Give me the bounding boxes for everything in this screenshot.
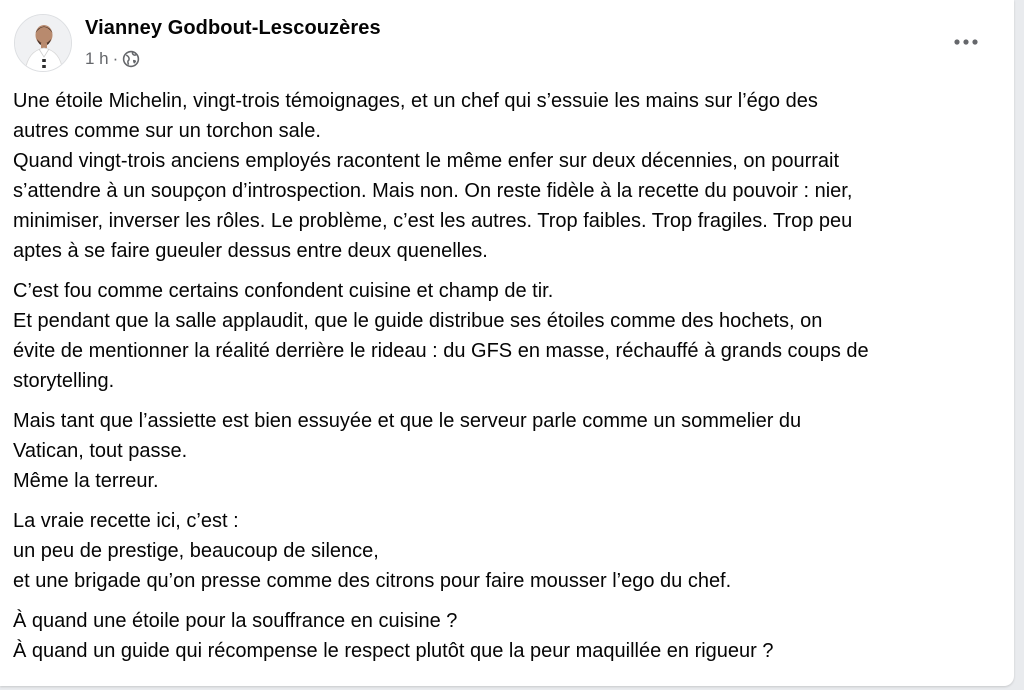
post-timestamp[interactable]: 1 h xyxy=(85,49,109,68)
post-text-line: aptes à se faire gueuler dessus entre deux quenelles. xyxy=(13,240,488,262)
post-text-line: autres comme sur un torchon sale. xyxy=(13,120,321,142)
post-meta xyxy=(85,49,140,69)
post-text-line: Et pendant que la salle applaudit, que le guide distribue ses étoiles comme des hochets, on xyxy=(13,310,823,332)
meta-separator: · xyxy=(112,49,119,68)
post-text-line: Quand vingt-trois anciens employés racontent le même enfer sur deux décennies, on pourrait xyxy=(13,150,840,172)
more-options-button[interactable] xyxy=(948,28,984,56)
post-text-line: C’est fou comme certains confondent cuisine et champ de tir. xyxy=(13,280,554,302)
more-horizontal-icon xyxy=(953,38,979,46)
post-text-line: un peu de prestige, beaucoup de silence, xyxy=(13,540,379,562)
post-text xyxy=(13,86,1003,676)
post-text-line: évite de mentionner la réalité derrière le rideau : du GFS en masse, réchauffé à grands coups de xyxy=(13,340,869,362)
post-text-line: storytelling. xyxy=(13,370,115,392)
post-text-line: La vraie recette ici, c’est : xyxy=(13,510,239,532)
avatar-photo xyxy=(15,15,72,72)
post-text-line: et une brigade qu’on presse comme des citrons pour faire mousser l’ego du chef. xyxy=(13,570,732,592)
author-name[interactable]: Vianney Godbout-Lescouzères xyxy=(85,17,381,39)
post-text-line: minimiser, inverser les rôles. Le problème, c’est les autres. Trop faibles. Trop fragiles. Trop peu xyxy=(13,210,853,232)
post-text-line: Vatican, tout passe. xyxy=(13,440,188,462)
post-text-line: À quand une étoile pour la souffrance en cuisine ? xyxy=(13,610,458,632)
post-paragraph xyxy=(13,86,1003,266)
post-paragraph xyxy=(13,406,1003,496)
post-header xyxy=(14,14,1000,74)
post-text-line: Même la terreur. xyxy=(13,470,159,492)
post-text-line: Mais tant que l’assiette est bien essuyée et que le serveur parle comme un sommelier du xyxy=(13,410,802,432)
post-paragraph xyxy=(13,606,1003,666)
post-paragraph xyxy=(13,506,1003,596)
post-text-line: Une étoile Michelin, vingt-trois témoignages, et un chef qui s’essuie les mains sur l’égo des xyxy=(13,90,818,112)
globe-icon[interactable] xyxy=(122,50,140,68)
post-paragraph xyxy=(13,276,1003,396)
post-text-line: s’attendre à un soupçon d’introspection. Mais non. On reste fidèle à la recette du pouvoir : nier, xyxy=(13,180,853,202)
post-text-line: À quand un guide qui récompense le respect plutôt que la peur maquillée en rigueur ? xyxy=(13,640,774,662)
author-avatar[interactable] xyxy=(14,14,72,72)
